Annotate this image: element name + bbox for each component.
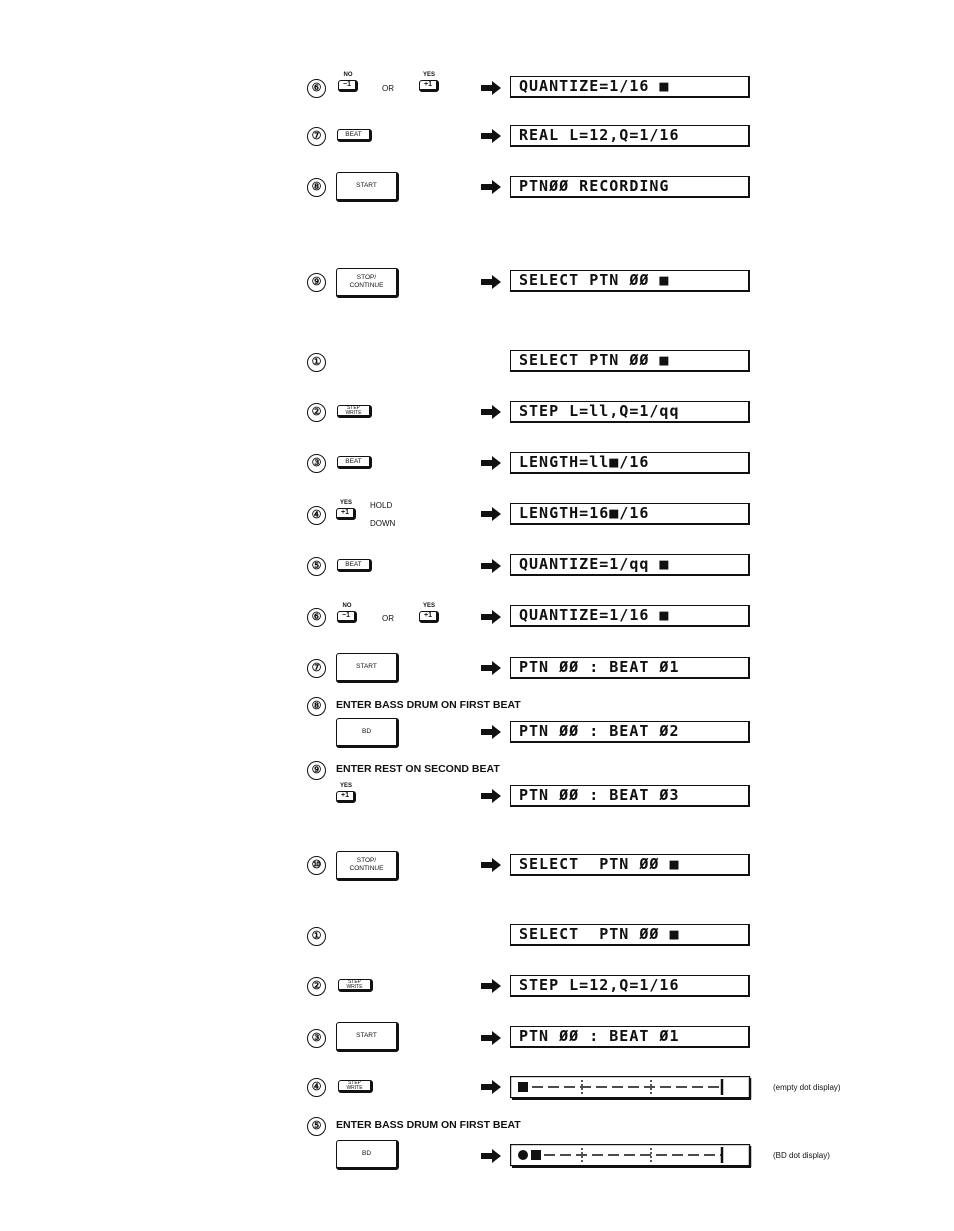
- step-number: ⑨: [307, 273, 326, 292]
- or-text: OR: [382, 84, 394, 93]
- arrow-right-icon: [481, 1149, 501, 1163]
- arrow-right-icon: [481, 180, 501, 194]
- step-number: ⑧: [307, 697, 326, 716]
- arrow-right-icon: [481, 275, 501, 289]
- bd-key[interactable]: BD: [336, 1140, 399, 1170]
- no-label: NO: [343, 72, 353, 78]
- step-number: ①: [307, 353, 326, 372]
- lcd-display: SELECT PTN ØØ ■: [510, 924, 750, 946]
- or-text: OR: [382, 614, 394, 623]
- instruction-text: ENTER BASS DRUM ON FIRST BEAT: [336, 1119, 521, 1131]
- arrow-right-icon: [481, 1031, 501, 1045]
- bd-key[interactable]: BD: [336, 718, 399, 748]
- lcd-display: SELECT PTN ØØ ■: [510, 270, 750, 292]
- arrow-right-icon: [481, 129, 501, 143]
- lcd-display: STEP L=12,Q=1/16: [510, 975, 750, 997]
- lcd-display: SELECT PTN ØØ ■: [510, 854, 750, 876]
- lcd-display: SELECT PTN ØØ ■: [510, 350, 750, 372]
- step-number: ⑥: [307, 79, 326, 98]
- beat-key[interactable]: BEAT: [337, 559, 372, 572]
- lcd-display: PTNØØ RECORDING: [510, 176, 750, 198]
- step-number: ⑧: [307, 178, 326, 197]
- arrow-right-icon: [481, 1080, 501, 1094]
- step-number: ②: [307, 403, 326, 422]
- arrow-right-icon: [481, 789, 501, 803]
- empty-dot-display: [510, 1076, 752, 1100]
- lcd-display: PTN ØØ : BEAT Ø1: [510, 657, 750, 679]
- lcd-display: PTN ØØ : BEAT Ø3: [510, 785, 750, 807]
- yes-label: YES: [422, 72, 435, 78]
- hold-text: HOLD: [370, 501, 393, 510]
- step-number: ⑤: [307, 557, 326, 576]
- step-number: ⑨: [307, 761, 326, 780]
- plus-one-key[interactable]: +1: [419, 611, 439, 623]
- step-number: ⑦: [307, 659, 326, 678]
- no-label: NO: [342, 603, 352, 609]
- lcd-display: LENGTH=ll■/16: [510, 452, 750, 474]
- step-number: ③: [307, 454, 326, 473]
- step-number: ①: [307, 927, 326, 946]
- minus-one-key[interactable]: −1: [337, 611, 357, 623]
- instruction-text: ENTER BASS DRUM ON FIRST BEAT: [336, 699, 521, 711]
- bd-dot-display: [510, 1144, 752, 1168]
- step-write-key[interactable]: STEP WRITE: [338, 1080, 373, 1093]
- stop-continue-key[interactable]: STOP/ CONTINUE: [336, 268, 399, 298]
- start-key[interactable]: START: [336, 653, 399, 683]
- step-number: ⑤: [307, 1117, 326, 1136]
- beat-key[interactable]: BEAT: [337, 456, 372, 469]
- step-number: ③: [307, 1029, 326, 1048]
- arrow-right-icon: [481, 507, 501, 521]
- arrow-right-icon: [481, 661, 501, 675]
- step-number: ②: [307, 977, 326, 996]
- arrow-right-icon: [481, 725, 501, 739]
- note-text: (empty dot display): [773, 1083, 841, 1092]
- step-write-key[interactable]: STEP WRITE: [338, 979, 373, 992]
- arrow-right-icon: [481, 979, 501, 993]
- lcd-display: LENGTH=16■/16: [510, 503, 750, 525]
- lcd-display: QUANTIZE=1/qq ■: [510, 554, 750, 576]
- step-write-key[interactable]: STEP WRITE: [337, 405, 372, 418]
- beat-key[interactable]: BEAT: [337, 129, 372, 142]
- lcd-display: REAL L=12,Q=1/16: [510, 125, 750, 147]
- yes-label: YES: [422, 603, 435, 609]
- minus-one-key[interactable]: −1: [338, 80, 358, 92]
- plus-one-key[interactable]: +1: [336, 508, 356, 520]
- lcd-display: QUANTIZE=1/16 ■: [510, 605, 750, 627]
- step-number: ⑥: [307, 608, 326, 627]
- lcd-display: PTN ØØ : BEAT Ø2: [510, 721, 750, 743]
- lcd-display: PTN ØØ : BEAT Ø1: [510, 1026, 750, 1048]
- arrow-right-icon: [481, 610, 501, 624]
- plus-one-key[interactable]: +1: [336, 791, 356, 803]
- step-number: ④: [307, 506, 326, 525]
- stop-continue-key[interactable]: STOP/ CONTINUE: [336, 851, 399, 881]
- step-number: ⑦: [307, 127, 326, 146]
- arrow-right-icon: [481, 81, 501, 95]
- note-text: (BD dot display): [773, 1151, 830, 1160]
- lcd-display: STEP L=ll,Q=1/qq: [510, 401, 750, 423]
- start-key[interactable]: START: [336, 172, 399, 202]
- arrow-right-icon: [481, 559, 501, 573]
- arrow-right-icon: [481, 858, 501, 872]
- lcd-display: QUANTIZE=1/16 ■: [510, 76, 750, 98]
- instruction-text: ENTER REST ON SECOND BEAT: [336, 763, 500, 775]
- yes-label: YES: [339, 783, 352, 789]
- arrow-right-icon: [481, 456, 501, 470]
- start-key[interactable]: START: [336, 1022, 399, 1052]
- step-number: ④: [307, 1078, 326, 1097]
- plus-one-key[interactable]: +1: [419, 80, 439, 92]
- down-text: DOWN: [370, 519, 396, 528]
- arrow-right-icon: [481, 405, 501, 419]
- yes-label: YES: [339, 500, 352, 506]
- step-number: ⑩: [307, 856, 326, 875]
